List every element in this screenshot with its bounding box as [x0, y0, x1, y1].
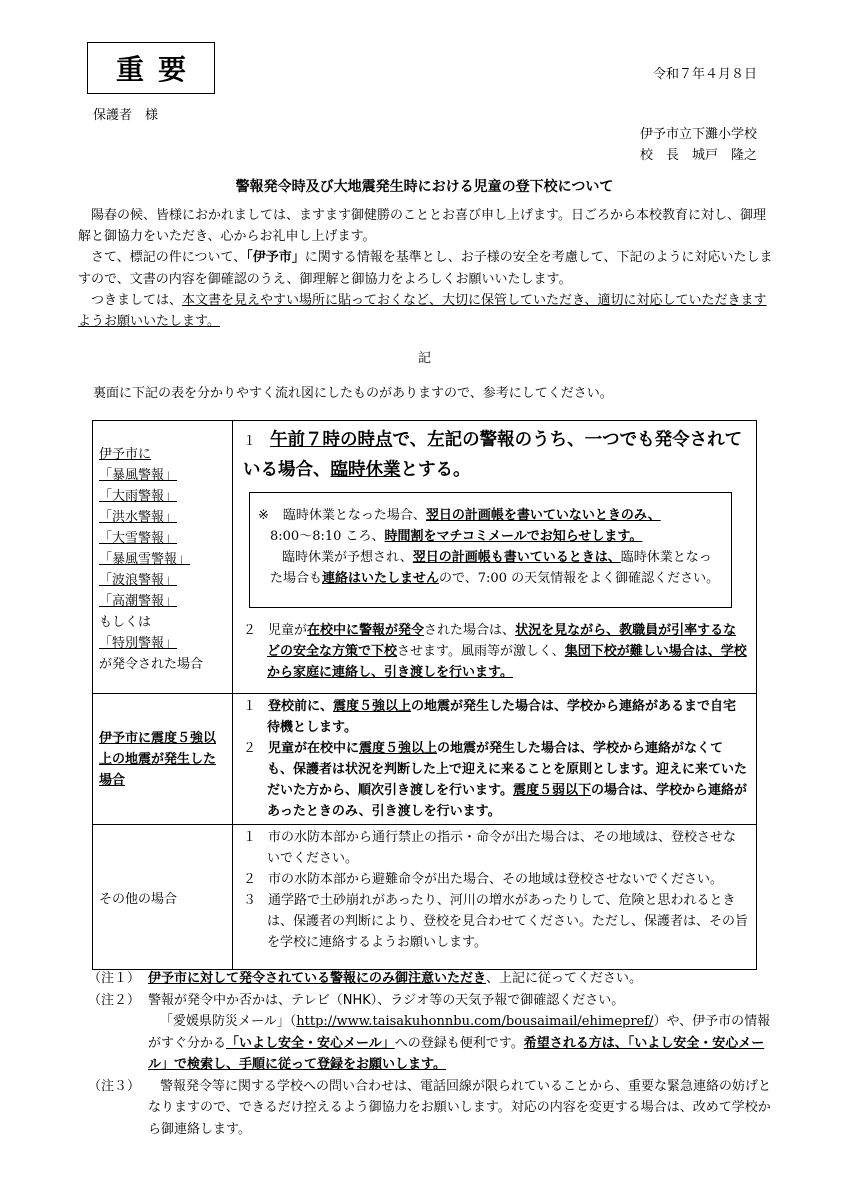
- note-l3d: 連絡はいたしません: [322, 571, 440, 586]
- bousai-mail-link[interactable]: http://www.taisakuhonnbu.com/bousaimail/ehimepref/: [296, 1014, 654, 1029]
- row1-item2-d: 状況を見ながら、教職員が引率するなどの安全な方策で下校: [267, 623, 737, 659]
- warning-item: 「大雨警報」: [99, 489, 178, 504]
- warning-list: [99, 465, 232, 612]
- intro-paragraph-3: [78, 290, 773, 332]
- row2-item2-c: の地震が発生した場合は、学校から連絡がなくても、: [267, 741, 724, 777]
- sender-block: [640, 124, 757, 166]
- warning-item: 「高潮警報」: [99, 594, 178, 609]
- note-3-label: （注３）: [88, 1078, 141, 1094]
- row1-item1-num: １: [243, 434, 257, 449]
- row1-head: 伊予市に: [99, 447, 152, 462]
- row2-left: 伊予市に震度５強以上の地震が発生した場合: [99, 730, 217, 788]
- row1-item1: [243, 426, 748, 484]
- intro-p3-underlined: 本文書を見えやすい場所に貼っておくなど、大切に保管していただき、適切に対応していただきますようお願いいたします。: [78, 292, 767, 330]
- warning-item: 「暴風雪警報」: [99, 552, 191, 567]
- row2-item1: [243, 696, 748, 738]
- row2-item1-num: １: [243, 699, 257, 714]
- note-line-1: [258, 505, 723, 526]
- row1-condition: [93, 421, 233, 694]
- row1-action: [233, 421, 757, 694]
- warning-item: 「波浪警報」: [99, 573, 178, 588]
- note-2-a: 警報が発令中か否かは、: [148, 992, 292, 1008]
- row-warnings: [93, 421, 757, 694]
- issue-date: 令和７年４月８日: [652, 67, 757, 82]
- closure-note-box: [249, 492, 732, 608]
- intro-paragraph-1: 陽春の候、皆様におかれましては、ますます御健勝のこととお喜び申し上げます。日ごろから本校教育に対し、御理解と御協力をいただき、心からお礼申し上げます。: [78, 208, 766, 245]
- row3-item-text: 市の水防本部から避難命令が出た場合、その地域は登校させないでください。: [268, 872, 724, 887]
- row3-item: [243, 890, 748, 953]
- stamp-text: 重要: [115, 53, 200, 86]
- row1-item2: [243, 620, 748, 683]
- row3-item: [243, 827, 748, 869]
- row2-item1-b: 震度５強以上: [333, 699, 412, 714]
- response-table: [92, 420, 757, 970]
- note-3-text: 警報発令等に関する学校への問い合わせは、電話回線が限られていることから、重要な緊急連絡の妨げとなりますので、できるだけ控えるよう御協力をお願いします。対応の内容を変更する場合は、改めて学校から御連絡します。: [148, 1078, 772, 1137]
- intro-p3-a: つきましては、: [91, 292, 183, 308]
- row1-item2-num: ２: [243, 623, 257, 638]
- note-l1a: 臨時休業となった場合、: [282, 508, 426, 523]
- row3-condition: [93, 825, 233, 970]
- principal-name: 校 長 城戸 隆之: [639, 148, 757, 163]
- row2-item1-c: の地震が発生した場合は、学校から連絡があるまで自宅待機とします。: [267, 699, 737, 735]
- note-line-2: [258, 526, 723, 547]
- row1-item1-b: で、左記の警報のうち、一つでも発令されている場合、: [243, 430, 743, 480]
- row1-item1-c: 臨時休業: [330, 460, 401, 480]
- note-2-f: 「いよし安全・安心メール」: [226, 1035, 395, 1051]
- row3-item-text: 市の水防本部から通行禁止の指示・命令が出た場合は、その地域は、登校させないでください。: [267, 830, 737, 866]
- row1-item1-d: とする。: [400, 460, 471, 480]
- ki-heading: 記: [417, 351, 431, 366]
- note-2: [88, 990, 778, 1076]
- row2-item2-d: 保護者は状況を判断した上で迎えに来ることを原則とします。迎えに来ていただいた方から、順次引き渡しを行います。: [267, 762, 747, 798]
- note-2-d: 「愛媛県防災メール」（: [160, 1014, 297, 1029]
- row-other: [93, 825, 757, 970]
- note-2-h: 希望される方は、「いよし安全・安心メール」で検索し、手順に従って登録をお願いします。: [148, 1035, 765, 1072]
- note-l3a: 臨時休業が予想され、: [282, 550, 413, 565]
- row2-item2-f: の場合は、学校から連絡があったときのみ、引き渡しを行います。: [267, 783, 747, 819]
- intro-paragraph-2: [78, 247, 773, 289]
- note-1-a: 伊予市に対して発令されている警報にのみ御注意いただき: [148, 971, 487, 986]
- row1-item2-c: された場合は、: [424, 623, 516, 638]
- note-l2b: 時間割をマチコミメールでお知らせします。: [384, 529, 643, 544]
- row3-left: その他の場合: [99, 891, 178, 907]
- intro-p2-iyo: 「伊予市」: [246, 250, 305, 266]
- reference-note: 裏面に下記の表を分かりやすく流れ図にしたものがありますので、参考にしてください。: [93, 386, 613, 401]
- row2-item2-num: ２: [243, 741, 257, 756]
- note-1: [88, 968, 778, 990]
- row1-item2-b: 在校中に警報が発令: [307, 623, 425, 638]
- special-warning: 「特別警報」: [99, 636, 178, 651]
- row2-item2: [243, 738, 748, 822]
- row3-item-num: ２: [243, 872, 257, 887]
- warning-item: 「暴風警報」: [99, 468, 178, 483]
- row2-item2-e: 震度５弱以下: [512, 783, 591, 798]
- note-l3e: ので、7:00 の天気情報をよく御確認ください。: [439, 571, 720, 586]
- note-1-label: （注１）: [88, 971, 141, 986]
- row2-condition: [93, 694, 233, 825]
- row2-item2-a: 児童が在校中に: [268, 741, 360, 756]
- important-stamp: [87, 42, 215, 94]
- row2-item1-a: 登校前に、: [268, 699, 334, 714]
- row3-item-text: 通学路で土砂崩れがあったり、河川の増水があったりして、危険と思われるときは、保護者の判断により、登校を見合わせてください。ただし、保護者は、その旨を学校に連絡するようお願いします。: [267, 893, 749, 950]
- school-name: 伊予市立下灘小学校: [639, 127, 757, 142]
- intro-text: [78, 205, 773, 332]
- row1-tail: が発令された場合: [99, 657, 204, 672]
- note-3: [88, 1076, 778, 1141]
- note-2-tv: テレビ（NHK）: [291, 992, 378, 1008]
- row3-item-num: １: [243, 830, 257, 845]
- row3-action: [233, 825, 757, 970]
- intro-p2-c: に関する情報を基準とし、お子様の安全を考慮して、下記のように対応いたしますので、文書の内容を御確認のうえ、御理解と御協力をよろしくお願いいたします。: [78, 250, 773, 287]
- row1-or: もしくは: [99, 615, 152, 630]
- note-1-b: 、上記に従ってください。: [486, 971, 643, 986]
- footnotes: [88, 968, 778, 1140]
- note-mark: ※: [258, 508, 269, 523]
- note-2-c: 、ラジオ等の天気予報で御確認ください。: [377, 992, 625, 1008]
- addressee: 保護者 様: [93, 108, 159, 123]
- document-title: 警報発令時及び大地震発生時における児童の登下校について: [235, 179, 614, 195]
- row3-items: [233, 825, 756, 955]
- note-l2a: 8:00〜8:10 ころ、: [270, 529, 385, 544]
- row1-item2-f: 集団下校が難しい場合は、学校から家庭に連絡し、引き渡しを行います。: [267, 644, 747, 680]
- note-l3c: 臨時休業となった場合も: [270, 550, 712, 586]
- row3-item-num: ３: [243, 893, 257, 908]
- intro-p2-a: さて、標記の件について、: [91, 250, 247, 266]
- row3-item: [243, 869, 748, 890]
- note-2-label: （注２）: [88, 992, 141, 1008]
- row1-item2-a: 児童が: [268, 623, 308, 638]
- row1-item1-a: 午前７時の時点: [270, 430, 393, 450]
- row2-item2-b: 震度５強以上: [359, 741, 438, 756]
- row1-item2-e: させます。風雨等が激しく、: [397, 644, 565, 659]
- note-line-3: [258, 547, 723, 589]
- row2-action: [233, 694, 757, 825]
- row-earthquake: [93, 694, 757, 825]
- warning-item: 「大雪警報」: [99, 531, 178, 546]
- note-2-e: ）や、伊予市の情報がすぐ分かる: [148, 1014, 771, 1051]
- note-l1b: 翌日の計画帳を書いていないときのみ、: [425, 508, 661, 523]
- note-l3b: 翌日の計画帳も書いているときは、: [412, 550, 621, 565]
- warning-item: 「洪水警報」: [99, 510, 178, 525]
- note-2-g: への登録も便利です。: [394, 1035, 524, 1051]
